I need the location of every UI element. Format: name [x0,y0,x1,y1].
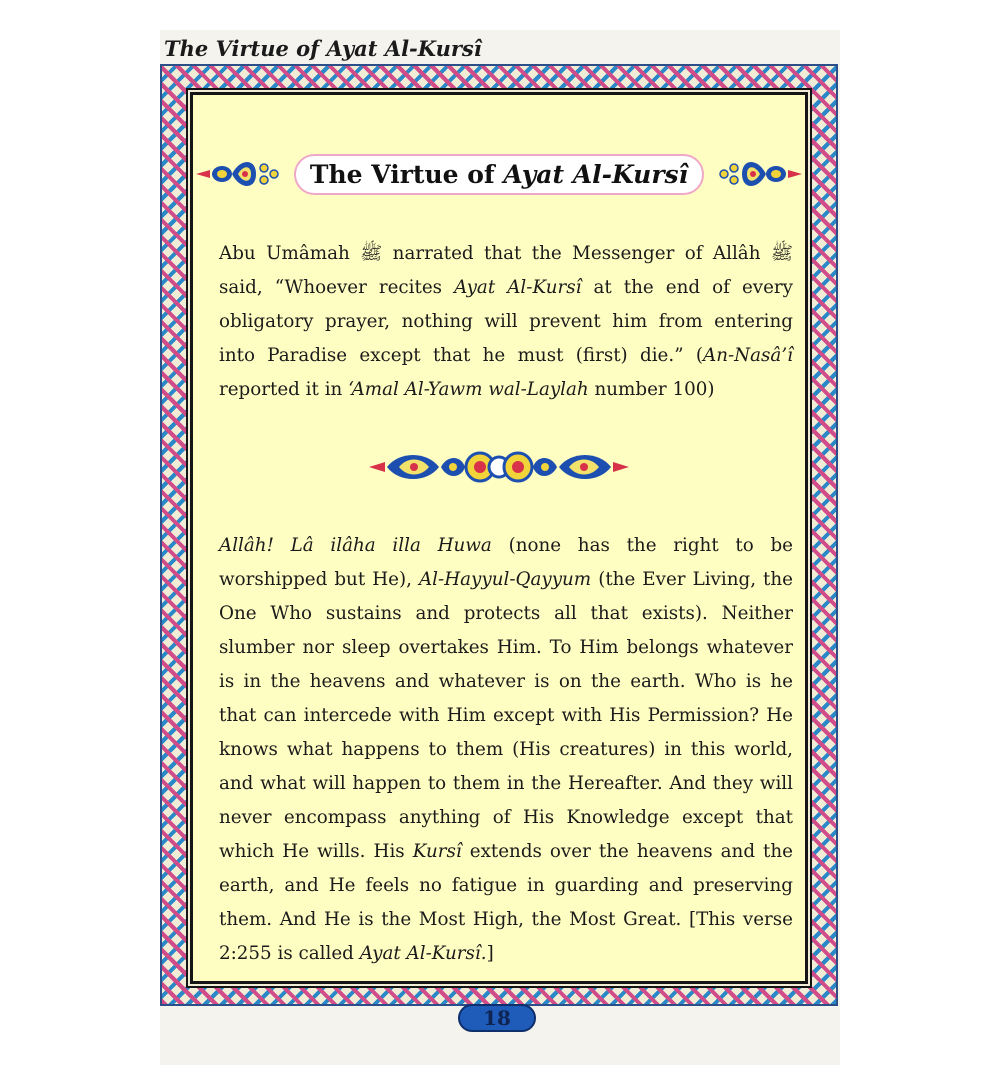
honorific-glyph: ﷺ [770,243,793,264]
hadith-text: Abu Umâmah [219,243,361,264]
content-frame [190,92,808,984]
honorific-glyph: ﷺ [360,243,383,264]
hadith-paragraph [219,237,793,407]
left-heading-ornament-icon [196,154,286,194]
hadith-text: number 100) [588,379,715,400]
hadith-text: at the end of every obligatory prayer, nothing will prevent him from entering into Paradise except that he must (first) die.” ( [219,277,793,366]
heading-row [193,153,805,195]
verse-text: ] [486,943,494,964]
running-head: The Virtue of Ayat Al-Kursî [164,36,482,61]
divider-ornament-icon [369,447,629,487]
heading-text: The Virtue of [309,159,504,189]
verse-italic: Al-Hayyul-Qayyum [418,569,592,590]
verse-text: (none has the right to be worshipped but He), [219,535,793,590]
page-number-badge: 18 [458,1004,536,1032]
verse-paragraph [219,529,793,971]
hadith-text: said, “Whoever recites [219,277,455,298]
right-heading-ornament-icon [712,154,802,194]
hadith-italic: An-Nasâ’î [703,345,793,366]
hadith-text: reported it in [219,379,349,400]
hadith-italic: ‘Amal Al-Yawm wal-Laylah [348,379,589,400]
verse-text: extends over the heavens and the earth, and He feels no fatigue in guarding and preserving them. And He is the Most High, the Most Great. [This verse 2:255 is called [219,841,793,964]
verse-italic: Ayat Al-Kursî. [359,943,487,964]
verse-text: (the Ever Living, the One Who sustains and protects all that exists). Neither slumber nor sleep overtakes Him. To Him belongs whatever is in the heavens and whatever is on the earth. Who is he that can intercede with Him except with His Permission? He knows what happens to them (His creatures) in this world, and what will happen to them in the Hereafter. And they will never encompass anything of His Knowledge except that which He wills. His [219,569,793,862]
hadith-italic: Ayat Al-Kursî [454,277,582,298]
verse-italic: Kursî [412,841,462,862]
section-heading [294,154,704,195]
verse-italic: Allâh! Lâ ilâha illa Huwa [219,535,492,556]
section-divider [193,447,805,487]
hadith-text: narrated that the Messenger of Allâh [382,243,771,264]
heading-italic-text: Ayat Al-Kursî [503,159,689,189]
